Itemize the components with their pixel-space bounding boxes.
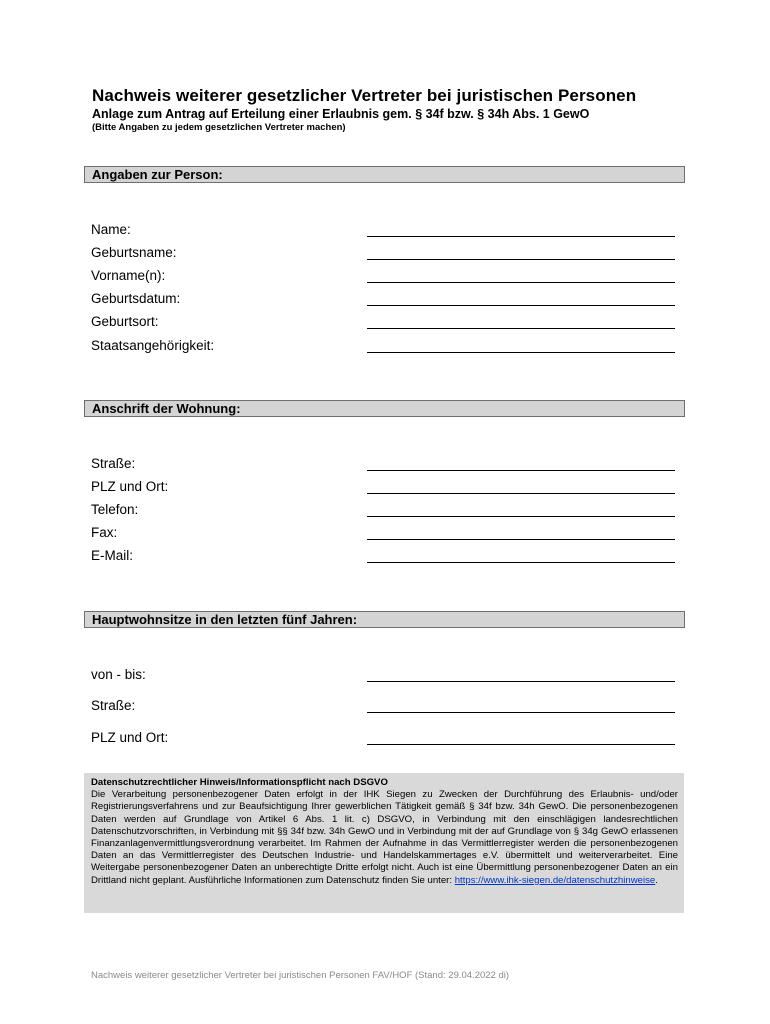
field-label-geburtsname: Geburtsname: [91, 245, 177, 260]
field-label-name: Name: [91, 222, 131, 237]
field-label-fax: Fax: [91, 525, 118, 540]
field-line-staatsangehoerigkeit[interactable] [367, 352, 675, 353]
field-label-telefon: Telefon: [91, 502, 139, 517]
field-line-von-bis[interactable] [367, 681, 675, 682]
section-heading-address: Anschrift der Wohnung: [92, 401, 241, 416]
field-line-vornamen[interactable] [367, 282, 675, 283]
page-footer: Nachweis weiterer gesetzlicher Vertreter bei juristischen Personen FAV/HOF (Stand: 29.04.2022 di) [91, 970, 510, 981]
field-line-plz-ort[interactable] [367, 493, 675, 494]
field-label-email: E-Mail: [91, 548, 134, 563]
privacy-title: Datenschutzrechtlicher Hinweis/Informationspflicht nach DSGVO [91, 777, 388, 788]
field-line-strasse[interactable] [367, 470, 675, 471]
field-line-geburtsort[interactable] [367, 328, 675, 329]
section-header-address [84, 400, 685, 417]
field-label-residence-strasse: Straße: [91, 698, 136, 713]
field-line-geburtsdatum[interactable] [367, 305, 675, 306]
field-line-fax[interactable] [367, 539, 675, 540]
field-line-telefon[interactable] [367, 516, 675, 517]
section-header-residences [84, 611, 685, 628]
section-header-person [84, 166, 685, 183]
privacy-body: Die Verarbeitung personenbezogener Daten erfolgt in der IHK Siegen zu Zwecken der Durchführung des Erlaubnis- und/oder Registrierungsverfahrens und zur Beaufsichtigung Ihrer gewerblichen Tätigkeit gemäß § 34f bzw. 34h GewO. Die personenbezogenen Daten werden auf Grundlage von Artikel 6 Abs. 1 lit. c) DSGVO, in Verbindung mit den einschlägigen landesrechtlichen Datenschutzvorschriften, in Verbindung mit §§ 34f bzw. 34h GewO und in Verbindung mit der auf Grundlage von § 34g GewO erlassenen Finanzanlagenvermittlungsverordnung verarbeitet. Im Rahmen der Aufnahme in das Vermittlerregister werden die personenbezogenen Daten an das Vermittlerregister des Deutschen Industrie- und Handelskammertages e.V. übermittelt und weiterverarbeitet. Eine Weitergabe personenbezogener Daten an unberechtigte Dritte erfolgt nicht. Auch ist eine Übermittlung personenbezogener Daten an ein Drittland nicht geplant. Ausführliche Informationen zum Datenschutz finden Sie unter: [91, 789, 678, 886]
privacy-link[interactable]: https://www.ihk-siegen.de/datenschutzhinweise [454, 874, 656, 886]
privacy-link-suffix: . [655, 874, 658, 886]
document-subtitle: Anlage zum Antrag auf Erteilung einer Erlaubnis gem. § 34f bzw. § 34h Abs. 1 GewO [92, 107, 590, 121]
field-line-email[interactable] [367, 562, 675, 563]
field-label-vornamen: Vorname(n): [91, 268, 166, 283]
field-line-geburtsname[interactable] [367, 259, 675, 260]
field-line-residence-strasse[interactable] [367, 712, 675, 713]
section-heading-residences: Hauptwohnsitze in den letzten fünf Jahren: [92, 612, 358, 627]
field-label-residence-plz-ort: PLZ und Ort: [91, 730, 169, 745]
field-line-name[interactable] [367, 236, 675, 237]
privacy-notice-box [84, 773, 684, 913]
field-line-residence-plz-ort[interactable] [367, 744, 675, 745]
document-hint: (Bitte Angaben zu jedem gesetzlichen Vertreter machen) [92, 122, 346, 133]
field-label-geburtsdatum: Geburtsdatum: [91, 291, 181, 306]
field-label-geburtsort: Geburtsort: [91, 314, 159, 329]
field-label-staatsangehoerigkeit: Staatsangehörigkeit: [91, 338, 215, 353]
section-heading-person: Angaben zur Person: [92, 167, 223, 182]
field-label-strasse: Straße: [91, 456, 136, 471]
field-label-plz-ort: PLZ und Ort: [91, 479, 169, 494]
document-title: Nachweis weiterer gesetzlicher Vertreter bei juristischen Personen [92, 86, 637, 105]
field-label-von-bis: von - bis: [91, 667, 146, 682]
